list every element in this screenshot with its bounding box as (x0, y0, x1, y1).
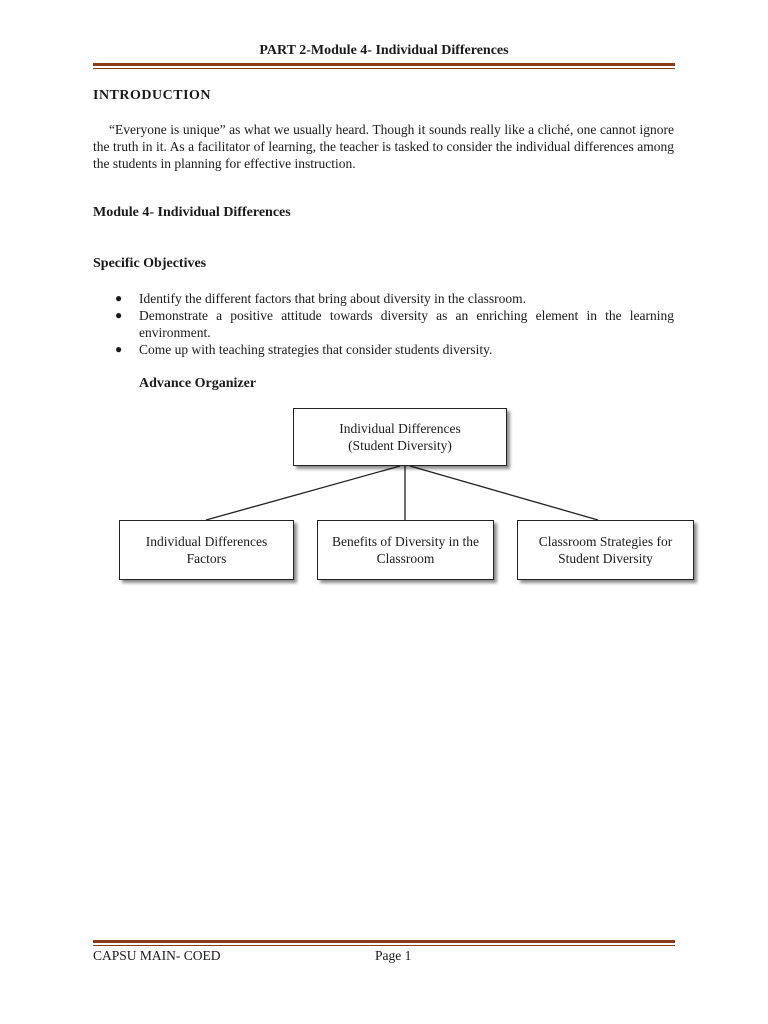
objective-text: Identify the different factors that bring about diversity in the classroom. (139, 291, 527, 306)
organizer-root-box (293, 408, 507, 466)
organizer-root-line2: (Student Diversity) (348, 438, 452, 453)
organizer-root-label (331, 420, 469, 454)
header-rule-thin (93, 68, 675, 69)
objective-text: Come up with teaching strategies that consider students diversity. (139, 342, 493, 357)
page-header-title: PART 2-Module 4- Individual Differences (259, 43, 509, 58)
header-rule (93, 63, 675, 69)
module-heading: Module 4- Individual Differences (93, 205, 291, 220)
objective-item (115, 307, 674, 341)
connector-line-left (206, 466, 400, 520)
objective-text: Demonstrate a positive attitude towards diversity as an enriching element in the learning environment. (139, 308, 674, 340)
objectives-heading: Specific Objectives (93, 256, 207, 271)
objectives-list (115, 290, 674, 358)
connector-line-right (410, 466, 598, 520)
footer-rule-thick (93, 940, 675, 943)
organizer-child-box-factors (119, 520, 294, 580)
organizer-child-box-benefits (317, 520, 494, 580)
header-rule-thick (93, 63, 675, 66)
organizer-child-box-strategies (517, 520, 694, 580)
introduction-heading: INTRODUCTION (93, 88, 212, 103)
footer-rule-thin (93, 945, 675, 946)
bullet-icon: ● (115, 291, 123, 305)
organizer-child-label: Benefits of Diversity in the Classroom (332, 534, 479, 566)
objective-item (115, 341, 674, 358)
objective-item (115, 290, 674, 307)
organizer-child-label: Individual Differences Factors (145, 534, 268, 566)
introduction-paragraph: “Everyone is unique” as what we usually heard. Though it sounds really like a cliché, one cannot ignore the truth in it. As a facilitator of learning, the teacher is tasked to consider the individual differences among the students in planning for effective instruction. (93, 122, 674, 171)
advance-organizer-heading: Advance Organizer (139, 376, 257, 391)
bullet-icon: ● (115, 342, 123, 356)
bullet-icon: ● (115, 308, 123, 322)
organizer-child-label: Classroom Strategies for Student Diversity (538, 534, 673, 566)
organizer-root-line1: Individual Differences (339, 421, 461, 436)
footer-page-number: Page 1 (375, 948, 412, 963)
footer-institution: CAPSU MAIN- COED (93, 948, 221, 963)
footer-rule (93, 940, 675, 946)
